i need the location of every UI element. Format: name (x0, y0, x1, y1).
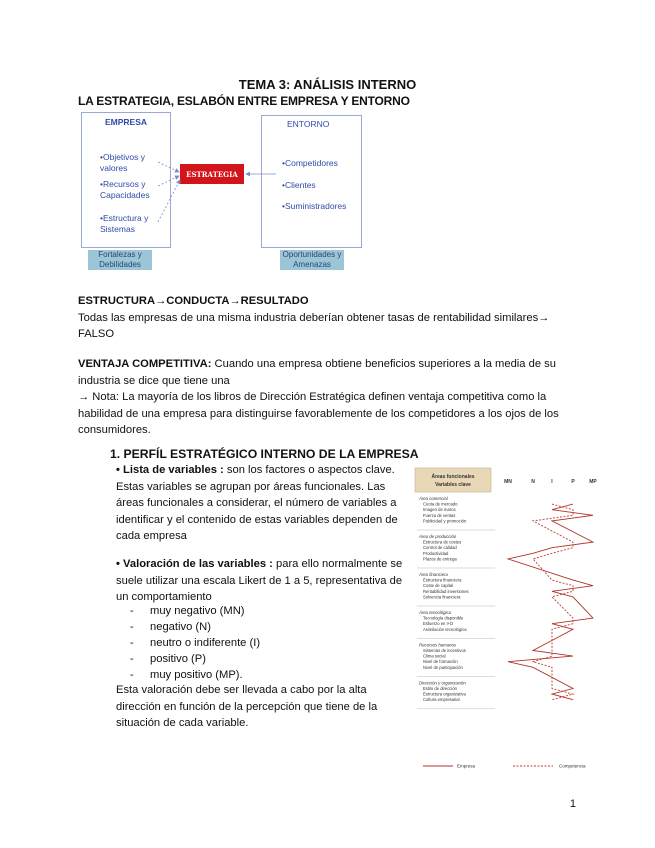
ventaja-block (78, 356, 578, 439)
variables-text: son los factores o aspectos clave. Estas variables se agrupan por áreas funcionales. Las áreas funcionales a considerar, el número de variables a identificar y el contenido de estas variables dependen de cada empresa (116, 464, 398, 542)
valoracion-paragraph (116, 556, 416, 606)
document-title: TEMA 3: ANÁLISIS INTERNO (238, 77, 417, 92)
arrow-recursos (158, 176, 179, 186)
empresa-item-recursos: •Recursos y Capacidades (100, 179, 150, 200)
legend-label: Empresa (457, 763, 476, 769)
scp-block (78, 293, 578, 343)
scale-item-mp: - muy positivo (MP). (126, 667, 426, 683)
scp-heading: ESTRUCTURA→CONDUCTA→RESULTADO (78, 295, 309, 307)
variable-label: Nivel de formación (423, 659, 458, 665)
variable-label: Estructura de costes (423, 539, 462, 545)
variable-label: Coste de capital (423, 583, 454, 589)
variable-label: Publicidad y promoción (423, 518, 467, 524)
variable-label: Nivel de participación (423, 664, 463, 670)
variable-label: Clima social (423, 653, 446, 659)
strategic-profile-chart (413, 466, 598, 778)
ventaja-heading: VENTAJA COMPETITIVA: (78, 358, 212, 370)
scale-item-mn: - muy negativo (MN) (126, 603, 426, 619)
section-1-heading: 1. PERFÍL ESTRATÉGICO INTERNO DE LA EMPRESA (110, 447, 419, 461)
variable-label: Tecnología disponible (423, 615, 464, 621)
variable-label: Cuota de mercado (423, 501, 458, 507)
scp-text: Todas las empresas de una misma industria deberían obtener tasas de rentabilidad similares→ FALSO (78, 311, 550, 340)
ventaja-text: Cuando una empresa obtiene beneficios superiores a la media de su industria se dice que tiene una (78, 358, 556, 387)
group-label: Área tecnológica (419, 610, 452, 615)
empresa-item-objetivos: •Objetivos y valores (100, 152, 146, 173)
variable-label: Cultura empresarial (423, 697, 460, 703)
arrow-estructura (158, 180, 180, 222)
likert-scale-list (126, 603, 426, 683)
variables-label: • Lista de variables : (116, 464, 224, 476)
group-label: Área comercial (419, 496, 448, 501)
legend-label: Competencia (559, 763, 586, 769)
valoracion-label: • Valoración de las variables : (116, 558, 273, 570)
variable-label: Imagen de marca (423, 507, 456, 513)
document-subtitle: LA ESTRATEGIA, ESLABÓN ENTRE EMPRESA Y ENTORNO (78, 94, 410, 108)
diagram-arrows (150, 150, 280, 240)
group-label: Área financiera (419, 572, 448, 577)
variables-paragraph (116, 462, 416, 545)
group-label: Recursos humanos (419, 642, 457, 648)
arrow-objetivos (158, 162, 179, 172)
variable-label: Esfuerzo en I+D (423, 621, 454, 627)
entorno-item-clientes: •Clientes (282, 180, 316, 190)
variable-label: Estilo de dirección (423, 686, 457, 691)
scale-item-i: - neutro o indiferente (I) (126, 635, 426, 651)
closing-paragraph: Esta valoración debe ser llevada a cabo por la alta dirección en función de la percepción que tiene de la situación de cada variable. (116, 684, 378, 729)
scale-item-n: - negativo (N) (126, 619, 426, 635)
empresa-item-estructura: •Estructura y Sistemas (100, 213, 149, 234)
variable-label: Asimilación tecnológica (423, 626, 467, 632)
variable-label: Fuerza de ventas (423, 512, 456, 518)
scale-label: I (551, 479, 553, 485)
scale-label: MP (589, 479, 597, 485)
scale-label: P (571, 479, 575, 485)
variable-label: Productividad (423, 550, 449, 556)
page-number: 1 (569, 798, 576, 810)
scale-item-p: - positivo (P) (126, 651, 426, 667)
valoracion-text: para ello normalmente se suele utilizar una escala Likert de 1 a 5, representativa de un comportamiento (116, 558, 403, 603)
oportunidades-box: Oportunidades y Amenazas (280, 250, 344, 270)
entorno-item-competidores: •Competidores (282, 158, 338, 168)
entorno-item-suministradores: •Suministradores (282, 201, 347, 211)
group-label: Dirección y organización (419, 680, 466, 686)
chart-header-line: Áreas funcionales (431, 474, 475, 480)
empresa-label: EMPRESA (105, 117, 148, 127)
scale-label: N (531, 479, 535, 485)
chart-header-box (415, 468, 491, 492)
variable-label: Estructura financiera (423, 577, 462, 583)
scale-label: MN (504, 479, 512, 485)
estrategia-box: ESTRATEGIA (180, 164, 244, 184)
fortalezas-box: Fortalezas y Debilidades (88, 250, 152, 270)
variable-label: Rentabilidad inversiones (423, 588, 469, 594)
chart-header-line: Variables clave (435, 482, 471, 488)
variable-label: Plazos de entrega (423, 556, 457, 562)
variable-label: Estructura organizativa (423, 691, 466, 697)
ventaja-note: → Nota: La mayoría de los libros de Dirección Estratégica definen ventaja competitiva como la habilidad de una empresa para distinguirse favorablemente de los competidores a los ojos de los consumidores. (78, 391, 559, 436)
group-label: Área de producción (419, 534, 457, 539)
ventaja-paragraph (78, 356, 578, 389)
variable-label: Control de calidad (423, 545, 457, 551)
entorno-label: ENTORNO (287, 119, 330, 129)
series-line-empresa (508, 504, 593, 700)
variable-label: Sistemas de incentivos (423, 648, 466, 653)
variable-label: Solvencia financiera (423, 594, 461, 600)
